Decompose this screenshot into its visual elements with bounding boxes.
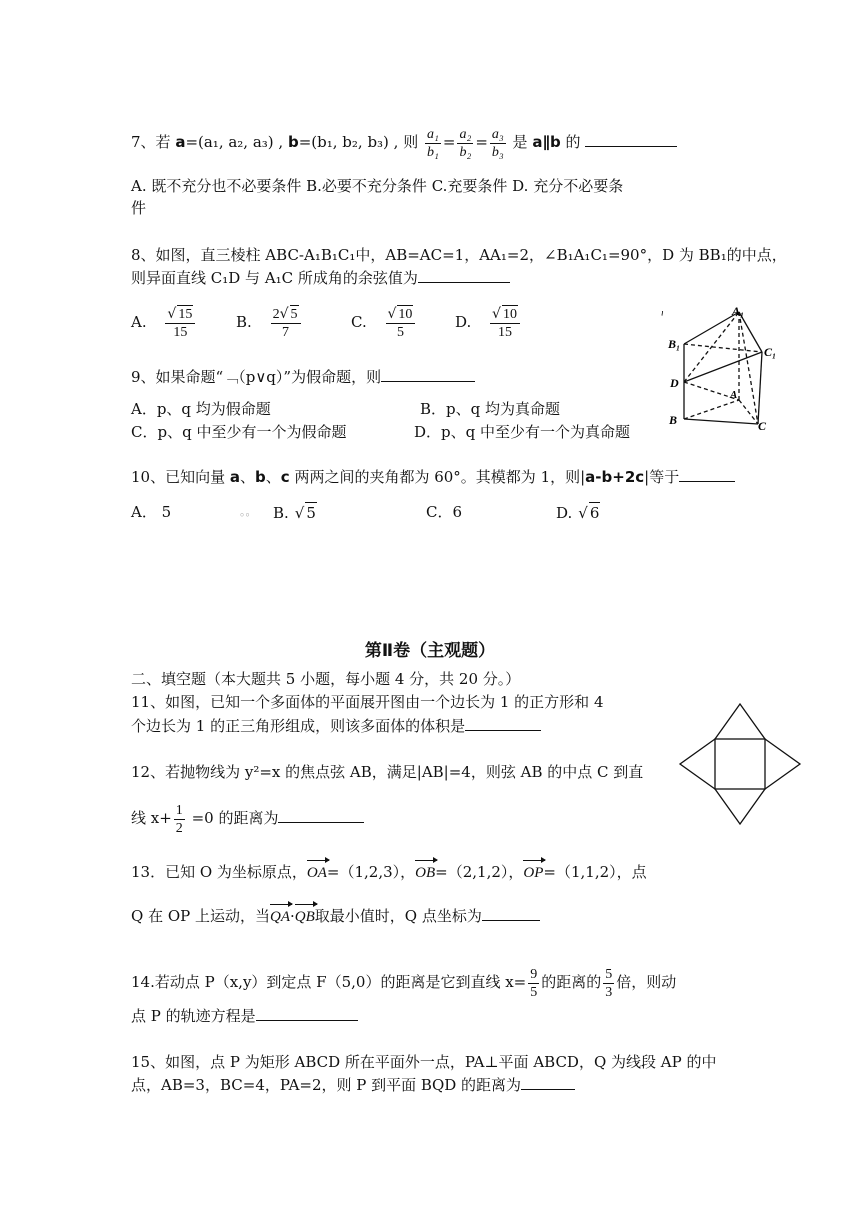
q12-line-2: 线 x+ $\frac{1}{2}$ =0 的距离为 xyxy=(131,798,364,838)
q8-answer-blank[interactable] xyxy=(418,268,510,283)
q12-line-1: 12、若抛物线为 y²=x 的焦点弦 AB，满足|AB|=4，则弦 AB 的中点 C 到直 xyxy=(131,763,644,781)
q15-answer-blank[interactable] xyxy=(521,1075,575,1090)
q9-answer-blank[interactable] xyxy=(381,367,475,382)
q10-option-c: C．6 xyxy=(426,503,463,521)
q7-tail: 的 xyxy=(560,133,581,151)
q7-line: 7、若 a=(a₁, a₂, a₃) , b=(b₁, b₂, b₃) , 则 $\frac{\text{a₁}}{\text{b₁}}$ = $\frac{\text{a₂}}{\text{b₂}}$ = $\frac{\text{a₃}}{\text{b₃}}$ 是 a∥b 的 xyxy=(131,122,677,162)
label-d: D xyxy=(670,376,679,390)
q10-dots: 。。 xyxy=(240,505,257,518)
label-b: B xyxy=(669,413,678,427)
q7-b-def: =(b₁, b₂, b₃) , 则 xyxy=(298,133,419,151)
q8-option-c: C. $\frac{√ 10}{5}$ xyxy=(351,302,417,342)
q7-mid: 是 xyxy=(507,133,533,151)
q9-line-1: 9、如果命题“﹁（p∨q）”为假命题，则 xyxy=(131,367,475,387)
q15-line-2: 点，AB=3，BC=4，PA=2，则 P 到平面 BQD 的距离为 xyxy=(131,1075,575,1095)
vector-b: b xyxy=(287,133,299,151)
polyhedron-net-figure xyxy=(678,702,802,826)
label-a1: A₁ xyxy=(732,304,745,318)
q11-line-1: 11、如图，已知一个多面体的平面展开图由一个边长为 1 的正方形和 4 xyxy=(131,693,604,711)
q8-option-a: A. $\frac{√ 15}{15}$ xyxy=(131,302,197,342)
q7-lead: 7、若 xyxy=(131,133,176,151)
q12-answer-blank[interactable] xyxy=(278,808,364,823)
vector-op: OP xyxy=(523,865,544,881)
q14-line-2: 点 P 的轨迹方程是 xyxy=(131,1006,358,1026)
q7-a-def: =(a₁, a₂, a₃) , xyxy=(185,133,288,151)
q8-line-2: 则异面直线 C₁D 与 A₁C 所成角的余弦值为 xyxy=(131,268,510,288)
q14-line-1: 14.若动点 P（x,y）到定点 F（5,0）的距离是它到直线 x= $\frac{9}{5}$ 的距离的 $\frac{5}{3}$ 倍，则动 xyxy=(131,966,677,1000)
q14-answer-blank[interactable] xyxy=(256,1006,358,1021)
q7-fraction-3: $\frac{\text{a₃}}{\text{b₃}}$ xyxy=(491,126,504,160)
label-c: C xyxy=(758,419,767,432)
label-a: A xyxy=(730,389,738,401)
q10-expression: a-b+2c xyxy=(585,468,645,486)
q9-option-b: B．p、q 均为真命题 xyxy=(420,400,560,418)
q9-option-d: D．p、q 中至少有一个为真命题 xyxy=(414,423,630,441)
q7-options: A. 既不充分也不必要条件 B.必要不充分条件 C.充要条件 D. 充分不必要条 xyxy=(131,177,624,195)
label-b1: B₁ xyxy=(668,337,681,351)
vector-ob: OB xyxy=(415,865,436,881)
vector-b: b xyxy=(255,468,266,486)
q10-option-d: D. √ 6 xyxy=(556,504,600,522)
q9-option-c: C．p、q 中至少有一个为假命题 xyxy=(131,423,347,441)
q11-line-2: 个边长为 1 的正三角形组成，则该多面体的体积是 xyxy=(131,716,541,736)
q7-parallel: a∥b xyxy=(532,133,561,151)
label-c1: C₁ xyxy=(764,345,777,359)
q8-option-b: B. $\frac{2√ 5}{7}$ xyxy=(236,302,303,342)
q7-fraction-1: $\frac{\text{a₁}}{\text{b₁}}$ xyxy=(427,126,439,160)
q7-fraction-2: $\frac{\text{a₂}}{\text{b₂}}$ xyxy=(459,126,472,160)
q8-option-d: D. $\frac{√ 10}{15}$ xyxy=(455,302,522,342)
section-header: 二、填空题（本大题共 5 小题，每小题 4 分，共 20 分。） xyxy=(131,670,521,688)
prism-tick: ˡ xyxy=(661,310,663,321)
vector-oa: OA xyxy=(306,865,327,881)
prism-figure xyxy=(658,302,788,432)
q15-line-1: 15、如图，点 P 为矩形 ABCD 所在平面外一点，PA⊥平面 ABCD，Q 为线段 AP 的中 xyxy=(131,1053,717,1071)
part2-title: 第Ⅱ卷（主观题） xyxy=(364,641,496,661)
q13-line-2: Q 在 OP 上运动，当QA·QB取最小值时，Q 点坐标为 xyxy=(131,906,540,927)
q13-line-1: 13．已知 O 为坐标原点，OA=（1,2,3），OB=（2,1,2），OP=（1,1,2），点 xyxy=(131,863,647,881)
q7-options-wrap: 件 xyxy=(131,199,147,217)
q9-option-a: A．p、q 均为假命题 xyxy=(131,400,271,418)
q10-option-b: B. √ 5 xyxy=(273,504,316,522)
q11-answer-blank[interactable] xyxy=(465,716,541,731)
q13-answer-blank[interactable] xyxy=(482,906,540,921)
vector-c: c xyxy=(280,468,290,486)
vector-a: a xyxy=(229,468,240,486)
q8-line-1: 8、如图，直三棱柱 ABC-A₁B₁C₁中，AB=AC=1，AA₁=2，∠B₁A₁C₁=90°，D 为 BB₁的中点， xyxy=(131,246,787,264)
q10-option-a: A． 5 xyxy=(131,503,172,521)
vector-qa: QA xyxy=(270,909,290,925)
vector-a: a xyxy=(175,133,186,151)
q10-answer-blank[interactable] xyxy=(679,467,735,482)
q10-line-1: 10、已知向量 a、b、c 两两之间的夹角都为 60°。其模都为 1，则|a-b+2c|等于 xyxy=(131,467,735,487)
q7-answer-blank[interactable] xyxy=(585,132,677,147)
vector-qb: QB xyxy=(294,909,315,925)
